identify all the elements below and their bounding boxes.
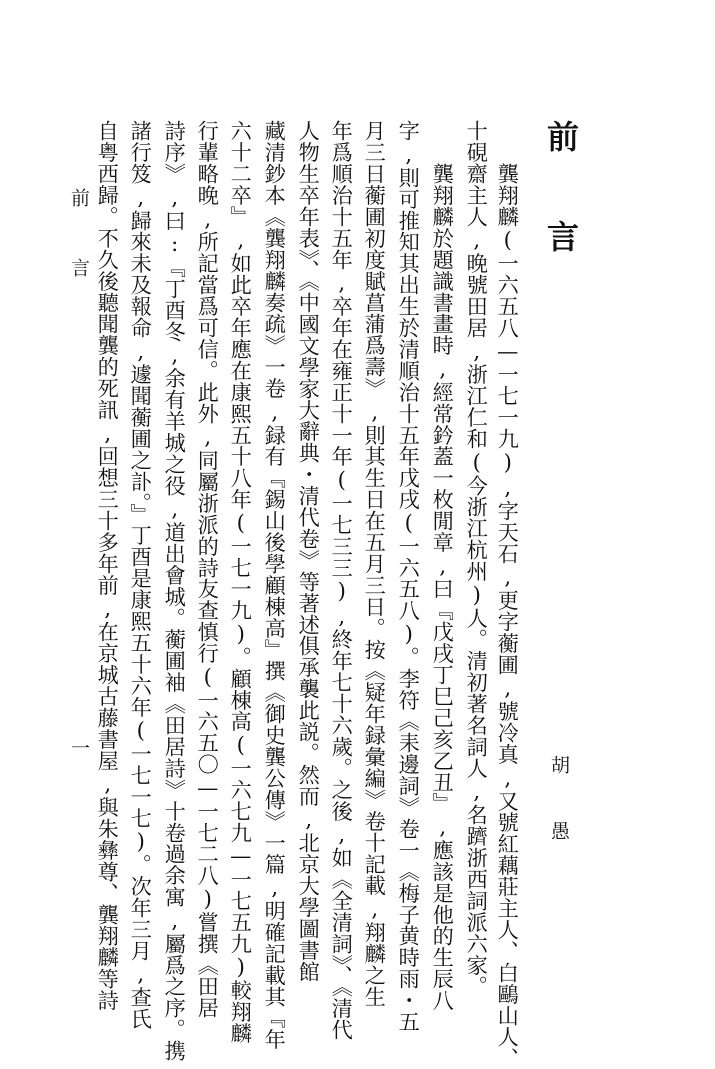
running-head: 前 言 bbox=[68, 188, 90, 293]
body-column-12: 諸行笈,歸來未及報命,遽聞蘅圃之訃。』丁酉是康熙五十六年(一七一七)。次年三月,查氏 bbox=[128, 120, 154, 1030]
body-column-11: 詩序》,曰:『丁酉冬,余有羊城之役,道出會城。蘅圃袖《田居詩》十卷過余寓,屬爲之序。携 bbox=[162, 120, 188, 1062]
body-column-13: 自粤西歸。不久後聽聞龔的死訊,回想三十多年前,在京城古藤書屋,與朱彝尊、龔翔麟等詩 bbox=[95, 120, 121, 1011]
author-name: 胡 愚 bbox=[548, 755, 570, 854]
body-column-9: 六十二卒』,如此卒年應在康熙五十八年(一七一九)。顧棟高(一六七九—一七五九)較翔麟 bbox=[228, 120, 254, 1044]
body-column-4: 字,則可推知其出生於清順治十五年戊戌(一六五八)。李符《耒邊詞》卷一《梅子黄時雨・五 bbox=[396, 120, 422, 1033]
body-column-7: 人物生卒年表》、《中國文學家大辭典・清代卷》等著述俱承襲此説。然而,北京大學圖書館 bbox=[296, 120, 322, 983]
body-column-6: 年爲順治十五年,卒年在雍正十一年(一七三三),終年七十六歲。之後,如《全清詞》、《清代 bbox=[329, 120, 355, 1041]
body-column-3: 龔翔麟於題識書畫時,經常鈐蓋一枚閒章,曰『戊戌丁巳己亥乙丑』,應該是他的生辰八 bbox=[430, 120, 456, 1011]
body-column-2: 十硯齋主人,晚號田居,浙江仁和(今浙江杭州)人。清初著名詞人,名躋浙西詞派六家。 bbox=[464, 120, 490, 997]
body-column-10: 行輩略晚,所記當爲可信。此外,同屬浙派的詩友查慎行(一六五〇—一七二八)嘗撰《田居 bbox=[195, 120, 221, 1019]
page-number: 一 bbox=[68, 738, 90, 757]
body-column-8: 藏清鈔本《龔翔麟奏疏》一卷,録有『錫山後學顧棟高』撰《御史龔公傳》一篇,明確記載其『年 bbox=[262, 120, 288, 1050]
body-column-5: 月三日蘅圃初度賦菖蒲爲壽》,則其生日在五月三日。按《疑年録彙編》卷十記載,翔麟之生 bbox=[362, 120, 388, 1008]
page-title: 前 言 bbox=[542, 120, 580, 270]
body-column-1: 龔翔麟(一六五八—一七一九),字天石,更字蘅圃,號冷真,又號紅藕莊主人、白鷗山人、 bbox=[495, 120, 521, 1069]
